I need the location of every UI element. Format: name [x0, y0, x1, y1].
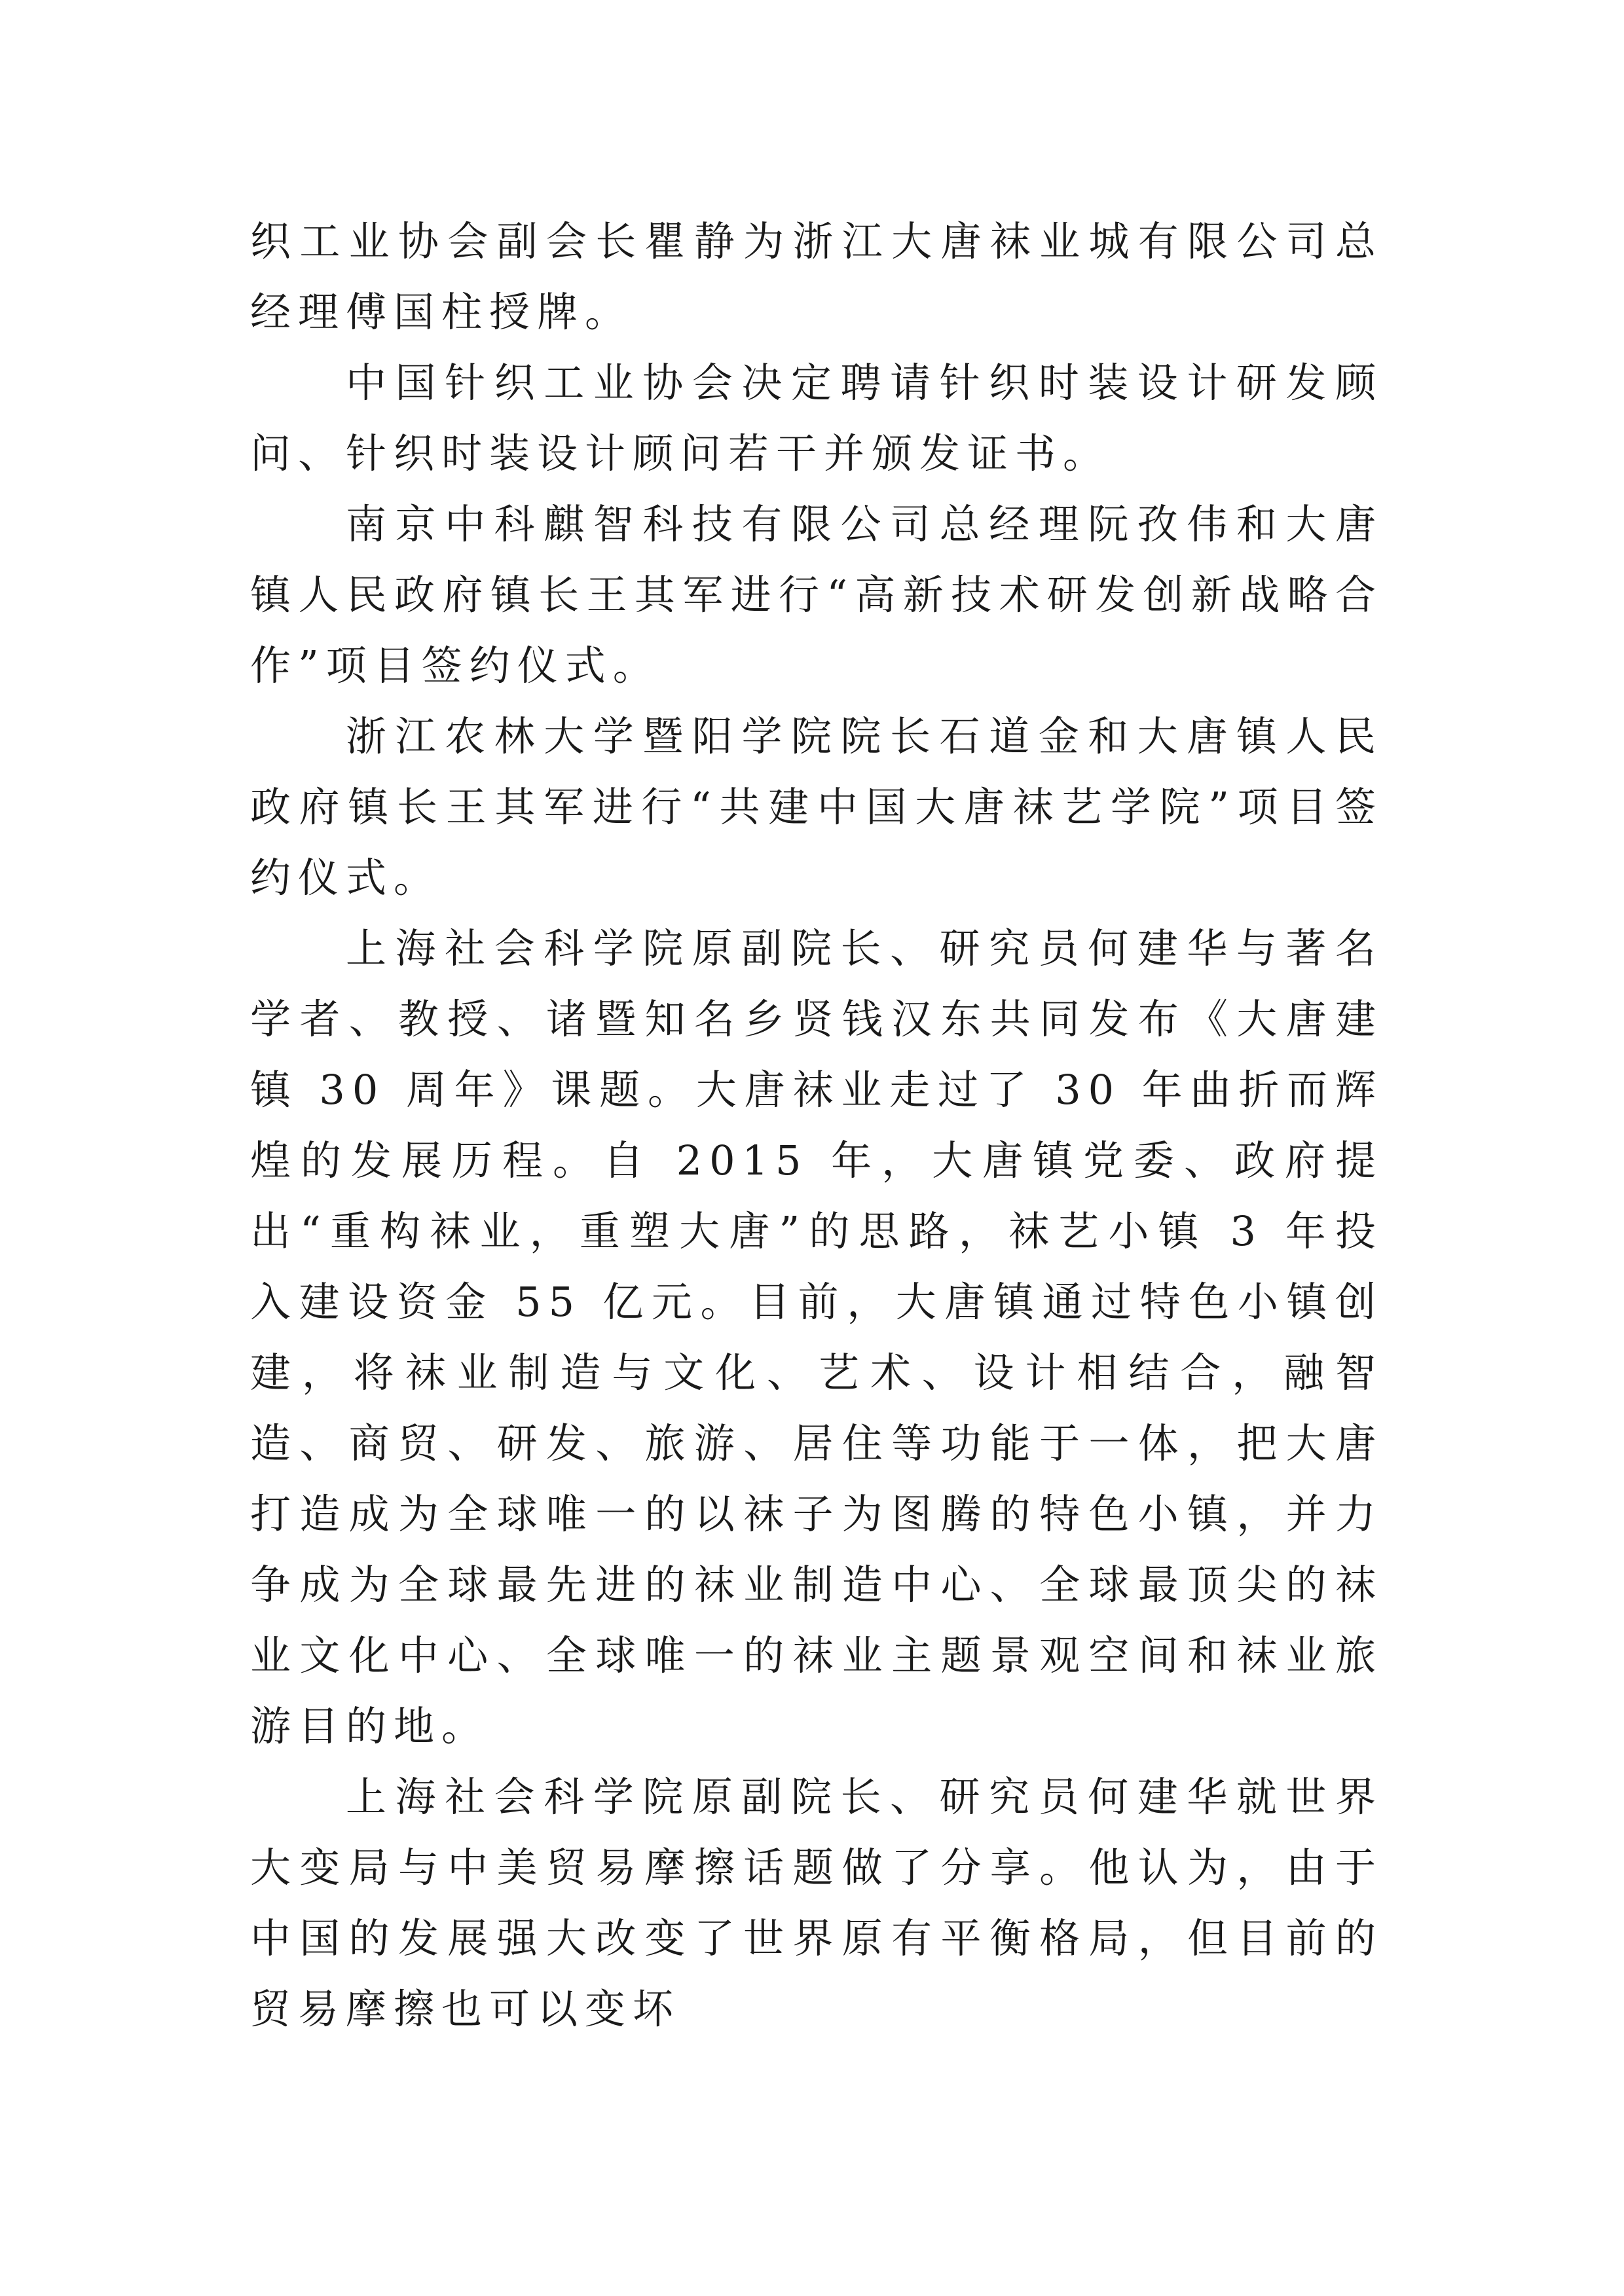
- paragraph-sock-art-college-signing: 浙江农林大学暨阳学院院长石道金和大唐镇人民政府镇长王其军进行“共建中国大唐袜艺学院”项目签约仪式。: [250, 712, 1383, 902]
- paragraph-tech-cooperation-signing: 南京中科麒智科技有限公司总经理阮孜伟和大唐镇人民政府镇长王其军进行“高新技术研发创新战略合作”项目签约仪式。: [250, 500, 1383, 689]
- body-text: [250, 206, 1383, 2045]
- paragraph-award-plaque: 织工业协会副会长瞿静为浙江大唐袜业城有限公司总经理傅国柱授牌。: [250, 217, 1383, 336]
- paragraph-trade-friction-sharing: 上海社会科学院原副院长、研究员何建华就世界大变局与中美贸易摩擦话题做了分享。他认为，由于中国的发展强大改变了世界原有平衡格局，但目前的贸易摩擦也可以变坏: [250, 1773, 1383, 2033]
- paragraph-30th-anniversary-project: 上海社会科学院原副院长、研究员何建华与著名学者、教授、诸暨知名乡贤钱汉东共同发布《大唐建镇 30 周年》课题。大唐袜业走过了 30 年曲折而辉煌的发展历程。自 2015 年，大唐镇党委、政府提出“重构袜业，重塑大唐”的思路，袜艺小镇 3 年投入建设资金 55 亿元。目前，大唐镇通过特色小镇创建，将袜业制造与文化、艺术、设计相结合，融智造、商贸、研发、旅游、居住等功能于一体，把大唐打造成为全球唯一的以袜子为图腾的特色小镇，并力争成为全球最先进的袜业制造中心、全球最顶尖的袜业文化中心、全球唯一的袜业主题景观空间和袜业旅游目的地。: [250, 924, 1383, 1750]
- paragraph-design-advisors: 中国针织工业协会决定聘请针织时装设计研发顾问、针织时装设计顾问若干并颁发证书。: [250, 359, 1383, 477]
